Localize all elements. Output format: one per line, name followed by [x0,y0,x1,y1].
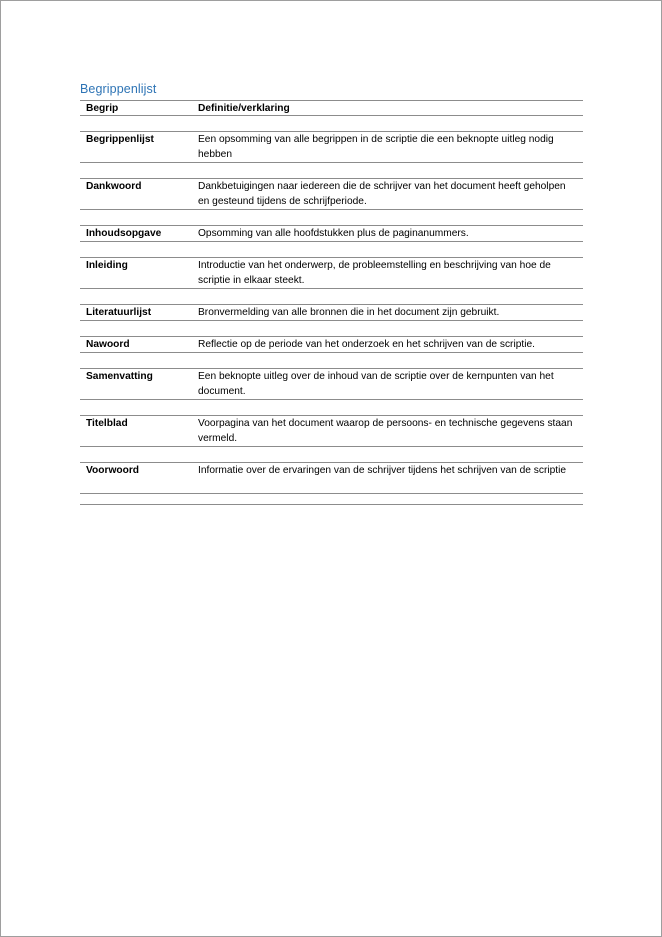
header-definition: Definitie/verklaring [198,103,290,114]
row-term: Inhoudsopgave [86,228,162,239]
row-term: Literatuurlijst [86,307,152,318]
table-row [80,132,583,162]
row-term: Nawoord [86,339,130,350]
table-row [80,337,583,352]
table-row [80,258,583,288]
row-term: Voorwoord [86,465,140,476]
row-term: Inleiding [86,260,128,271]
table-row [80,416,583,446]
table-row [80,463,583,493]
row-definition: Reflectie op de periode van het onderzoek en het schrijven van de scriptie. [198,339,535,350]
table-row [80,369,583,399]
row-definition: Een opsomming van alle begrippen in de scriptie die een beknopte uitleg nodig hebben [198,134,554,160]
table-row [80,305,583,320]
row-term: Samenvatting [86,371,153,382]
table-row [80,179,583,209]
header-term: Begrip [86,103,119,114]
row-term: Dankwoord [86,181,142,192]
row-definition: Dankbetuigingen naar iedereen die de schrijver van het document heeft geholpen en gesteund tijdens de schrijfperiode. [198,181,566,207]
glossary-table [80,100,583,505]
row-term: Titelblad [86,418,128,429]
row-definition: Opsomming van alle hoofdstukken plus de paginanummers. [198,228,469,239]
table-header-row [80,101,583,115]
row-definition: Introductie van het onderwerp, de probleemstelling en beschrijving van hoe de scriptie in elkaar steekt. [198,260,551,286]
table-row [80,226,583,241]
row-definition: Een beknopte uitleg over de inhoud van de scriptie over de kernpunten van het document. [198,371,554,397]
document-heading: Begrippenlijst [80,82,157,96]
row-definition: Voorpagina van het document waarop de persoons- en technische gegevens staan vermeld. [198,418,573,444]
row-term: Begrippenlijst [86,134,154,145]
row-definition: Bronvermelding van alle bronnen die in het document zijn gebruikt. [198,307,500,318]
row-definition: Informatie over de ervaringen van de schrijver tijdens het schrijven van de scriptie [198,465,567,476]
